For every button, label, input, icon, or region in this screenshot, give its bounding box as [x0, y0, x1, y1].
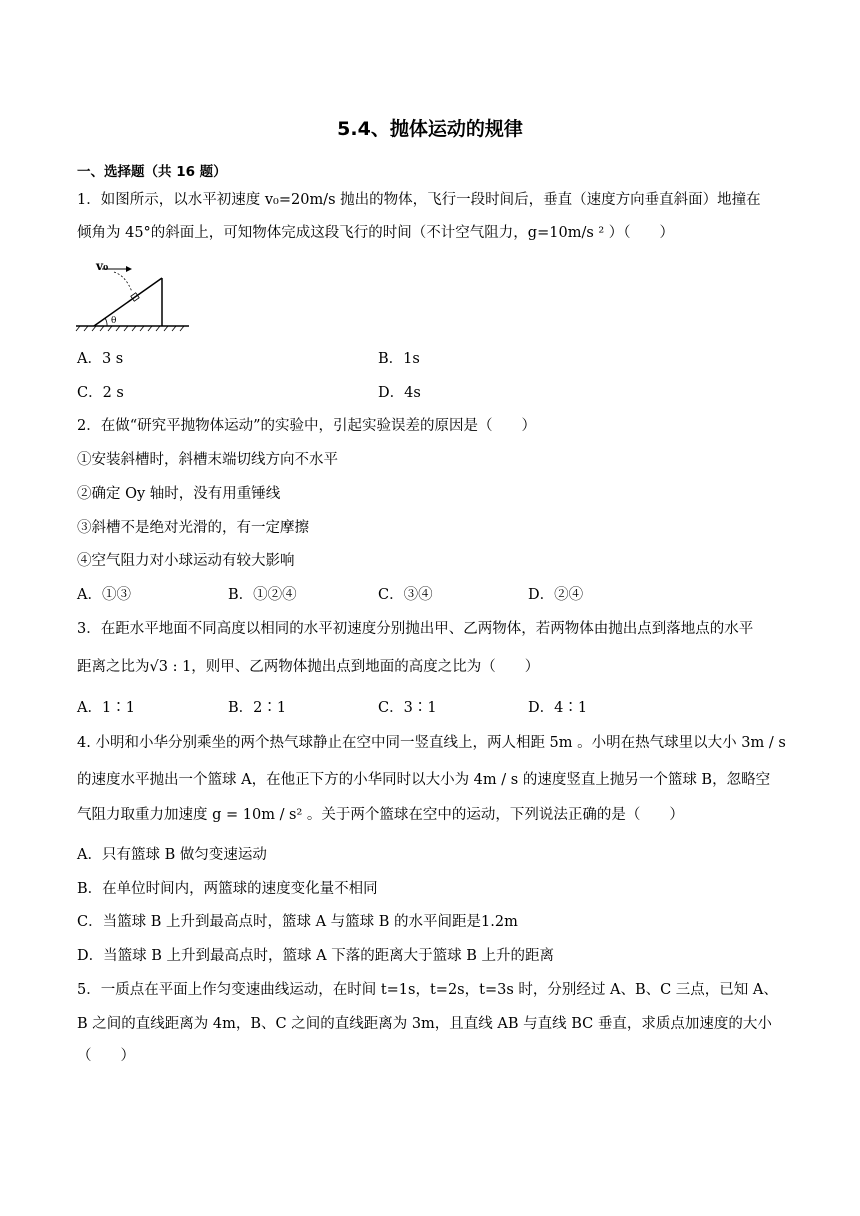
- q3-option-c[interactable]: C．3∶1: [378, 700, 437, 716]
- q2-item-1: ①安装斜槽时，斜槽末端切线方向不水平: [77, 452, 338, 468]
- q4-option-b[interactable]: B．在单位时间内，两篮球的速度变化量不相同: [77, 881, 378, 897]
- q3-stem-line1: 3．在距水平地面不同高度以相同的水平初速度分别抛出甲、乙两物体，若两物体由抛出点到落地点的水平: [77, 621, 754, 637]
- q3-option-d[interactable]: D．4∶1: [528, 700, 588, 716]
- q4-option-c[interactable]: C．当篮球 B 上升到最高点时，篮球 A 与篮球 B 的水平间距是1.2m: [77, 914, 518, 930]
- section-heading: 一、选择题（共 16 题）: [77, 164, 227, 180]
- q2-item-4: ④空气阻力对小球运动有较大影响: [77, 553, 295, 569]
- q2-option-d[interactable]: D．②④: [528, 587, 584, 603]
- q4-stem-line3: 气阻力取重力加速度 g = 10m / s² 。关于两个篮球在空中的运动，下列说法正确的是（ ）: [77, 807, 684, 823]
- q3-option-a[interactable]: A．1∶1: [77, 700, 135, 716]
- q2-option-a[interactable]: A．①③: [77, 587, 131, 603]
- v0-label: v₀: [96, 259, 109, 273]
- q5-stem-line2: B 之间的直线距离为 4m，B、C 之间的直线距离为 3m，且直线 AB 与直线 BC 垂直，求质点加速度的大小: [77, 1016, 772, 1032]
- q5-stem-line3: （ ）: [77, 1048, 135, 1064]
- q2-item-2: ②确定 Oy 轴时，没有用重锤线: [77, 486, 281, 502]
- q1-option-d[interactable]: D．4s: [378, 385, 421, 401]
- q4-option-a[interactable]: A．只有篮球 B 做匀变速运动: [77, 847, 267, 863]
- q1-option-a[interactable]: A．3 s: [77, 351, 124, 367]
- q3-stem-line2: 距离之比为√3 : 1，则甲、乙两物体抛出点到地面的高度之比为（ ）: [77, 659, 540, 675]
- q2-stem: 2．在做“研究平抛物体运动”的实验中，引起实验误差的原因是（ ）: [77, 418, 537, 434]
- theta-label: θ: [111, 316, 117, 326]
- page-title: 5.4、抛体运动的规律: [337, 118, 523, 140]
- q2-option-b[interactable]: B．①②④: [228, 587, 297, 603]
- q3-option-b[interactable]: B．2∶1: [228, 700, 287, 716]
- q2-item-3: ③斜槽不是绝对光滑的，有一定摩擦: [77, 520, 309, 536]
- q2-option-c[interactable]: C．③④: [378, 587, 433, 603]
- q1-stem-line1: 1．如图所示，以水平初速度 v₀=20m/s 抛出的物体，飞行一段时间后，垂直（速度方向垂直斜面）地撞在: [77, 192, 761, 208]
- q1-option-b[interactable]: B．1s: [378, 351, 420, 367]
- q4-option-d[interactable]: D．当篮球 B 上升到最高点时，篮球 A 下落的距离大于篮球 B 上升的距离: [77, 948, 555, 964]
- q4-stem-line1: 4. 小明和小华分别乘坐的两个热气球静止在空中同一竖直线上，两人相距 5m 。小明在热气球里以大小 3m / s: [77, 735, 786, 751]
- q4-stem-line2: 的速度水平抛出一个篮球 A，在他正下方的小华同时以大小为 4m / s 的速度竖直上抛另一个篮球 B，忽略空: [77, 772, 771, 788]
- q1-stem-line2: 倾角为 45°的斜面上，可知物体完成这段飞行的时间（不计空气阻力，g=10m/s ² ）（ ）: [77, 225, 675, 241]
- q5-stem-line1: 5．一质点在平面上作匀变速曲线运动，在时间 t=1s，t=2s，t=3s 时，分别经过 A、B、C 三点，已知 A、: [77, 982, 778, 998]
- q1-option-c[interactable]: C．2 s: [77, 385, 124, 401]
- incline-diagram: [74, 254, 194, 334]
